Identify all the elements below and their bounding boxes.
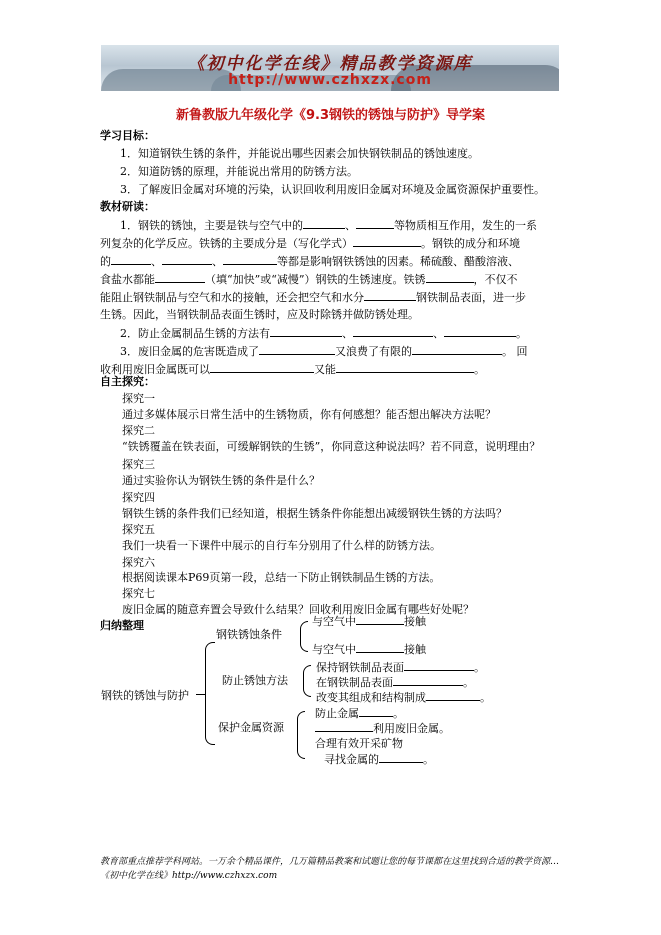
sub-brace <box>297 711 305 759</box>
goal-item: 1．知道钢铁生锈的条件，并能说出哪些因素会加快钢铁制品的锈蚀速度。 <box>120 147 479 160</box>
leaf-item: 利用废旧金属。 <box>315 720 450 737</box>
explore-question: 通过多媒体展示日常生活中的生锈物质，你有何感想？能否想出解决方法呢？ <box>122 408 496 421</box>
fill-blank[interactable] <box>259 343 335 355</box>
fill-blank[interactable] <box>353 235 421 247</box>
textbook-line: 3．废旧金属的危害既造成了 又浪费了有限的 。 回 <box>120 345 528 358</box>
explore-question: 钢铁生锈的条件我们已经知道，根据生锈条件你能想出减缓钢铁生锈的方法吗？ <box>122 507 507 520</box>
sub-brace <box>300 621 308 652</box>
fill-blank[interactable] <box>223 253 277 265</box>
explore-heading: 自主探究： <box>100 375 155 388</box>
branch-rust-conditions: 钢铁锈蚀条件 <box>216 628 282 641</box>
leaf-item: 防止金属 。 <box>315 707 404 720</box>
fill-blank[interactable] <box>111 253 151 265</box>
fill-blank[interactable] <box>412 343 502 355</box>
goal-item: 2．知道防锈的原理，并能说出常用的防锈方法。 <box>120 165 358 178</box>
explore-label: 探究四 <box>122 491 155 504</box>
explore-label: 探究五 <box>122 523 155 536</box>
textbook-line: 收利用废旧金属既可以 又能 。 <box>100 363 485 376</box>
fill-blank[interactable] <box>303 217 345 229</box>
goals-heading: 学习目标： <box>100 129 155 142</box>
page-footer: 教育部重点推荐学科网站。一万余个精品课件，几万篇精品教案和试题让您的每节课都在这里找到合适的教学资源…《初中化学在线》http://www.czhxzx.com <box>100 857 560 881</box>
leaf-item: 保持钢铁制品表面 。 <box>316 661 485 674</box>
leaf-item: 在钢铁制品表面 。 <box>316 676 474 689</box>
fill-blank[interactable] <box>404 659 474 671</box>
explore-label: 探究二 <box>122 424 155 437</box>
explore-question: 我们一块看一下课件中展示的自行车分别用了什么样的防锈方法。 <box>122 539 441 552</box>
fill-blank[interactable] <box>353 325 433 337</box>
explore-label: 探究七 <box>122 587 155 600</box>
leaf-item: 改变其组成和结构制成 。 <box>316 691 491 704</box>
leaf-item: 与空气中 接触 <box>312 615 426 628</box>
explore-label: 探究三 <box>122 458 155 471</box>
fill-blank[interactable] <box>315 720 373 732</box>
textbook-line: 的 、 、 等都是影响钢铁锈蚀的因素。稀硫酸、醋酸溶液、 <box>100 255 519 268</box>
explore-question: 废旧金属的随意弃置会导致什么结果？回收利用废旧金属有哪些好处呢？ <box>122 603 474 616</box>
textbook-line: 2．防止金属制品生锈的方法有 、 、 。 <box>120 327 527 340</box>
textbook-line: 1．钢铁的锈蚀，主要是铁与空气中的 、 等物质相互作用，发生的一系 <box>120 219 537 232</box>
main-brace <box>205 642 215 745</box>
banner-url[interactable]: http://www.czhxzx.com <box>228 72 432 88</box>
fill-blank[interactable] <box>426 689 480 701</box>
explore-question: “铁锈覆盖在铁表面，可缓解钢铁的生锈”，你同意这种说法吗？若不同意，说明理由？ <box>122 440 541 453</box>
connector-line <box>196 694 206 695</box>
fill-blank[interactable] <box>426 271 474 283</box>
explore-label: 探究一 <box>122 392 155 405</box>
fill-blank[interactable] <box>162 253 212 265</box>
explore-question: 通过实验你认为钢铁生锈的条件是什么？ <box>122 474 320 487</box>
branch-prevention-methods: 防止锈蚀方法 <box>222 674 288 687</box>
fill-blank[interactable] <box>210 361 314 373</box>
goal-item: 3．了解废旧金属对环境的污染，认识回收利用废旧金属对环境及金属资源保护重要性。 <box>120 183 545 196</box>
explore-question: 根据阅读课本P69页第一段，总结一下防止钢铁制品生锈的方法。 <box>122 571 441 584</box>
leaf-item: 合理有效开采矿物 <box>315 737 403 750</box>
leaf-item: 与空气中 接触 <box>312 643 426 656</box>
fill-blank[interactable] <box>393 674 463 686</box>
fill-blank[interactable] <box>359 705 393 717</box>
fill-blank[interactable] <box>364 289 416 301</box>
fill-blank[interactable] <box>270 325 342 337</box>
explore-label: 探究六 <box>122 556 155 569</box>
fill-blank[interactable] <box>356 641 404 653</box>
header-banner <box>101 45 559 91</box>
sub-brace <box>303 665 311 697</box>
textbook-heading: 教材研读： <box>100 200 155 213</box>
fill-blank[interactable] <box>356 217 394 229</box>
fill-blank[interactable] <box>444 325 516 337</box>
fill-blank[interactable] <box>356 613 404 625</box>
summary-heading: 归纳整理 <box>100 619 144 632</box>
tree-root: 钢铁的锈蚀与防护 <box>101 689 189 702</box>
fill-blank[interactable] <box>379 751 423 763</box>
fill-blank[interactable] <box>336 361 474 373</box>
fill-blank[interactable] <box>155 271 205 283</box>
banner-title: 《初中化学在线》精品教学资源库 <box>187 54 473 74</box>
document-title: 新鲁教版九年级化学《9.3钢铁的锈蚀与防护》导学案 <box>175 108 486 123</box>
textbook-line: 生锈。因此，当钢铁制品表面生锈时，应及时除锈并做防锈处理。 <box>100 308 419 321</box>
textbook-line: 食盐水都能 （填“加快”或“减慢”）钢铁的生锈速度。铁锈 ，不仅不 <box>100 273 518 286</box>
textbook-line: 能阻止钢铁制品与空气和水的接触，还会把空气和水分 钢铁制品表面，进一步 <box>100 291 526 304</box>
leaf-item: 寻找金属的 。 <box>324 753 434 766</box>
branch-protect-resources: 保护金属资源 <box>218 721 284 734</box>
textbook-line: 列复杂的化学反应。铁锈的主要成分是（写化学式） 。钢铁的成分和环境 <box>100 237 520 250</box>
